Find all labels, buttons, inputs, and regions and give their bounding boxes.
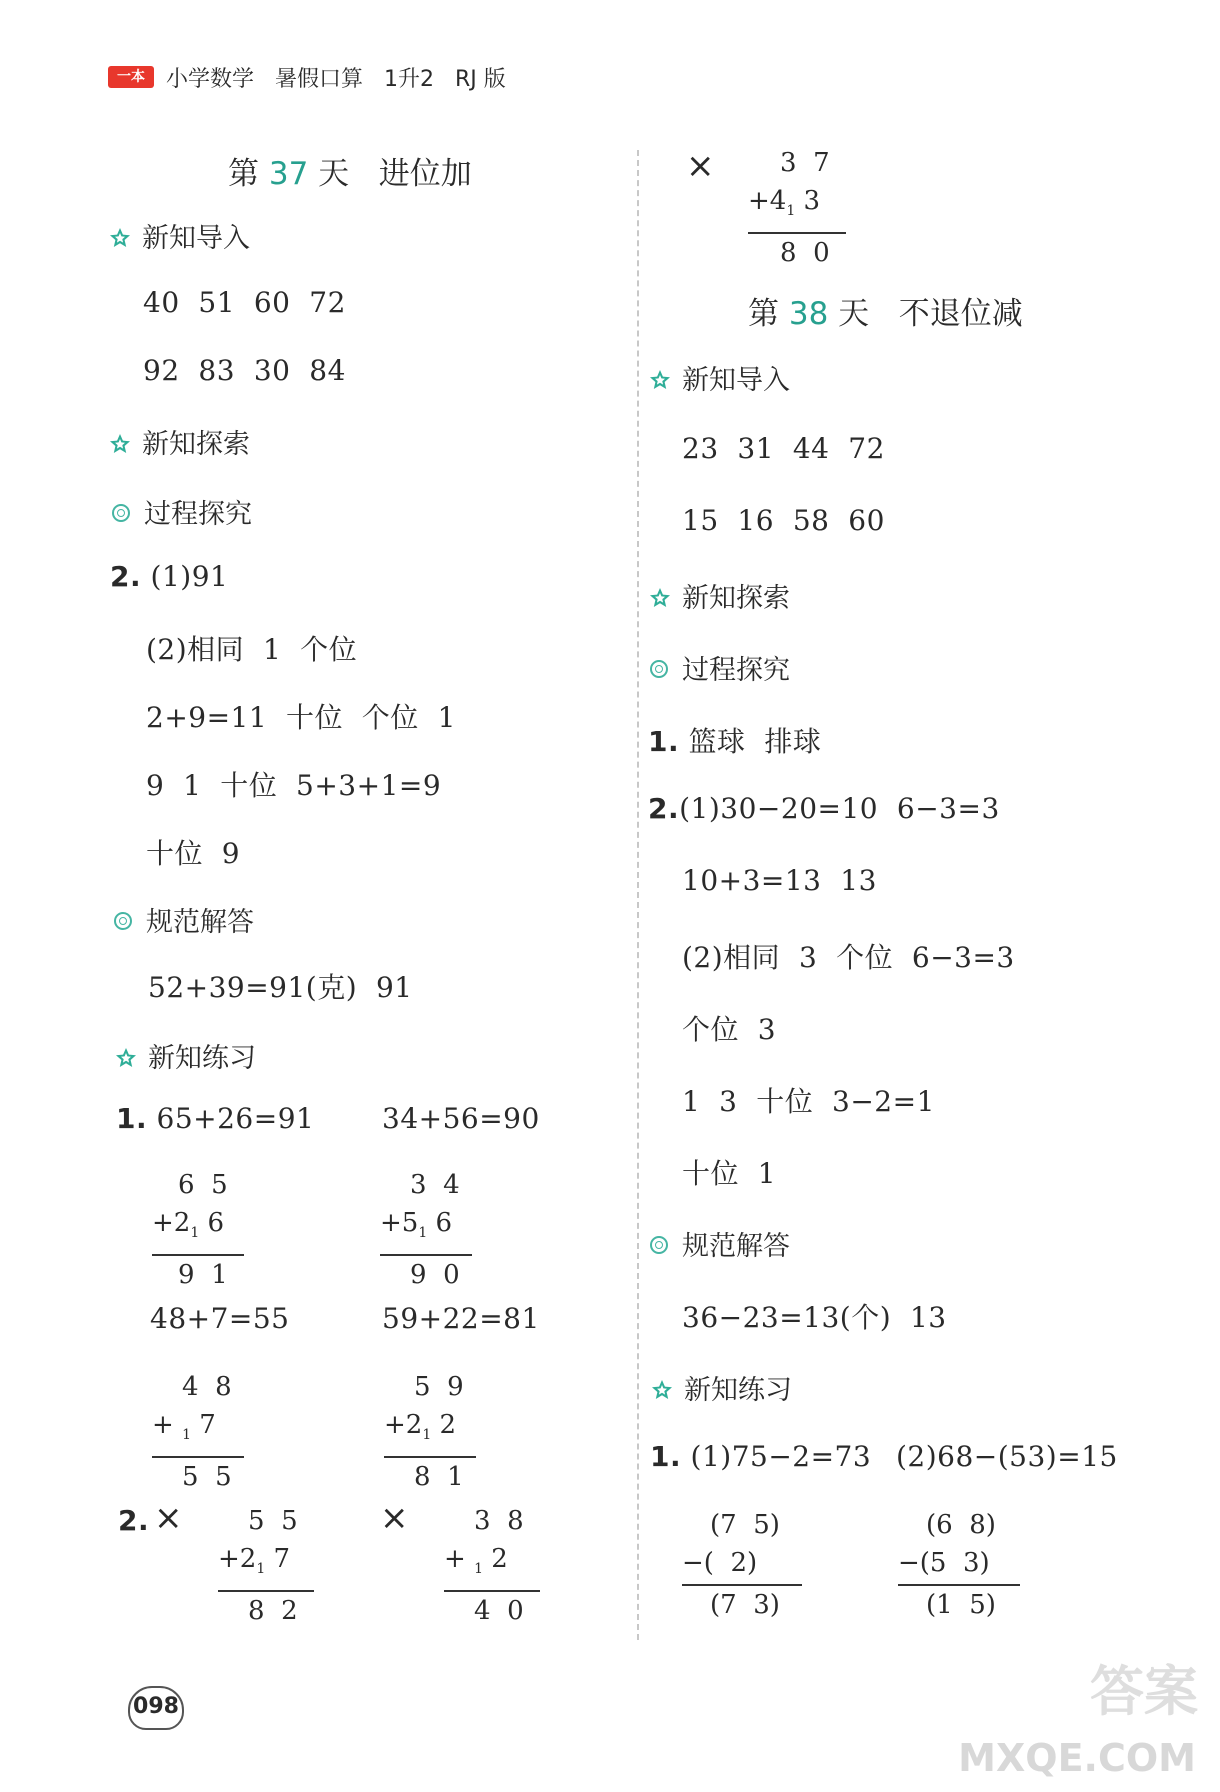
calc-top: 3 8 xyxy=(474,1506,524,1536)
calc-top: 6 5 xyxy=(178,1170,228,1200)
calc-op: + $_1$ 7 xyxy=(152,1410,216,1444)
calc-result: 4 0 xyxy=(444,1590,540,1630)
calc-result: 8 1 xyxy=(384,1456,476,1496)
subsection-process-r: 过程探究 xyxy=(650,648,790,687)
calc-result: 9 0 xyxy=(380,1254,472,1294)
subsection-answer-r: 规范解答 xyxy=(650,1224,790,1263)
q2-line-3: 2+9=11 十位 个位 1 xyxy=(146,701,456,734)
vertical-calc-5 xyxy=(218,1502,314,1630)
subtract-calc-2 xyxy=(898,1506,1020,1624)
star-icon xyxy=(648,586,672,610)
star-icon xyxy=(648,368,672,392)
calc-top: (7 5) xyxy=(710,1510,780,1540)
vertical-calc-4 xyxy=(384,1368,476,1496)
intro-row-1-r: 23 31 44 72 xyxy=(682,432,885,465)
calc-top: (6 8) xyxy=(926,1510,996,1540)
subsection-answer: 规范解答 xyxy=(114,900,254,939)
page-number: 098 xyxy=(128,1686,184,1730)
wrong-mark-2: × xyxy=(380,1498,409,1538)
calc-op: $+2_1$ 2 xyxy=(384,1410,457,1444)
practice-1a: 1. 65+26=91 xyxy=(116,1102,315,1135)
star-icon xyxy=(650,1378,674,1402)
practice-2-label: 2. xyxy=(118,1504,150,1537)
r-practice-1b: (2)68−(53)=15 xyxy=(896,1440,1118,1473)
watermark-url: MXQE.COM xyxy=(958,1736,1196,1780)
practice-1d: 59+22=81 xyxy=(382,1302,540,1335)
ring-icon xyxy=(112,504,130,522)
section-practice-r: 新知练习 xyxy=(650,1368,792,1407)
day-37-title: 第 37 天 进位加 xyxy=(228,156,472,192)
header-info: 小学数学 暑假口算 1升2 RJ 版 xyxy=(166,67,506,92)
calc-op: $+5_1$ 6 xyxy=(380,1208,453,1242)
r-q2-line-5: 1 3 十位 3−2=1 xyxy=(682,1085,935,1118)
answer-line: 52+39=91(克) 91 xyxy=(148,971,413,1004)
subtract-calc-1 xyxy=(682,1506,802,1624)
calc-op: $+2_1$ 6 xyxy=(152,1208,225,1242)
section-intro: 新知导入 xyxy=(108,216,250,255)
practice-1b: 34+56=90 xyxy=(382,1102,540,1135)
star-icon xyxy=(108,226,132,250)
r-q2-line-3: (2)相同 3 个位 6−3=3 xyxy=(682,941,1015,974)
calc-op: −(5 3) xyxy=(898,1548,990,1578)
r-answer-line: 36−23=13(个) 13 xyxy=(682,1301,947,1334)
calc-top: 3 4 xyxy=(410,1170,460,1200)
calc-result: 9 1 xyxy=(152,1254,244,1294)
watermark-logo: 答案 xyxy=(1090,1660,1198,1723)
calc-op: $+2_1$ 7 xyxy=(218,1544,291,1578)
calc-result: 5 5 xyxy=(152,1456,244,1496)
vertical-calc-0 xyxy=(748,144,846,272)
calc-result: 8 2 xyxy=(218,1590,314,1630)
practice-1c: 48+7=55 xyxy=(150,1302,290,1335)
r-q2-line-4: 个位 3 xyxy=(682,1013,777,1046)
r-q1: 1. 篮球 排球 xyxy=(648,725,822,758)
brand-badge: 一本 xyxy=(108,66,154,88)
vertical-calc-1 xyxy=(152,1166,244,1294)
column-divider xyxy=(637,150,639,1640)
intro-row-1: 40 51 60 72 xyxy=(143,286,346,319)
calc-result: (1 5) xyxy=(898,1584,1020,1624)
vertical-calc-6 xyxy=(444,1502,540,1630)
wrong-mark-1: × xyxy=(154,1498,183,1538)
q2-line-5: 十位 9 xyxy=(146,837,241,870)
calc-top: 5 5 xyxy=(248,1506,298,1536)
section-practice: 新知练习 xyxy=(114,1036,256,1075)
ring-icon xyxy=(650,660,668,678)
vertical-calc-3 xyxy=(152,1368,244,1496)
calc-result: (7 3) xyxy=(682,1584,802,1624)
section-explore: 新知探索 xyxy=(108,422,250,461)
q2-line-4: 9 1 十位 5+3+1=9 xyxy=(146,769,442,802)
calc-top: 4 8 xyxy=(182,1372,232,1402)
wrong-mark-0: × xyxy=(686,146,715,186)
r-q2-line-1: 2.(1)30−20=10 6−3=3 xyxy=(648,792,1000,825)
q2-line-1: 2. (1)91 xyxy=(110,560,229,593)
ring-icon xyxy=(114,912,132,930)
star-icon xyxy=(114,1046,138,1070)
r-q2-line-2: 10+3=13 13 xyxy=(682,864,877,897)
calc-op: $+4_1$ 3 xyxy=(748,186,821,220)
section-explore-r: 新知探索 xyxy=(648,576,790,615)
calc-top: 5 9 xyxy=(414,1372,464,1402)
vertical-calc-2 xyxy=(380,1166,472,1294)
q2-line-2: (2)相同 1 个位 xyxy=(146,633,358,666)
r-practice-1a: 1. (1)75−2=73 xyxy=(650,1440,872,1473)
calc-op: −( 2) xyxy=(682,1548,758,1578)
calc-result: 8 0 xyxy=(748,232,846,272)
r-q2-line-6: 十位 1 xyxy=(682,1157,777,1190)
intro-row-2-r: 15 16 58 60 xyxy=(682,504,885,537)
ring-icon xyxy=(650,1236,668,1254)
subsection-process: 过程探究 xyxy=(112,492,252,531)
intro-row-2: 92 83 30 84 xyxy=(143,354,346,387)
calc-op: + $_1$ 2 xyxy=(444,1544,508,1578)
calc-top: 3 7 xyxy=(780,148,830,178)
day-38-title: 第 38 天 不退位减 xyxy=(748,296,1023,332)
star-icon xyxy=(108,432,132,456)
section-intro-r: 新知导入 xyxy=(648,358,790,397)
